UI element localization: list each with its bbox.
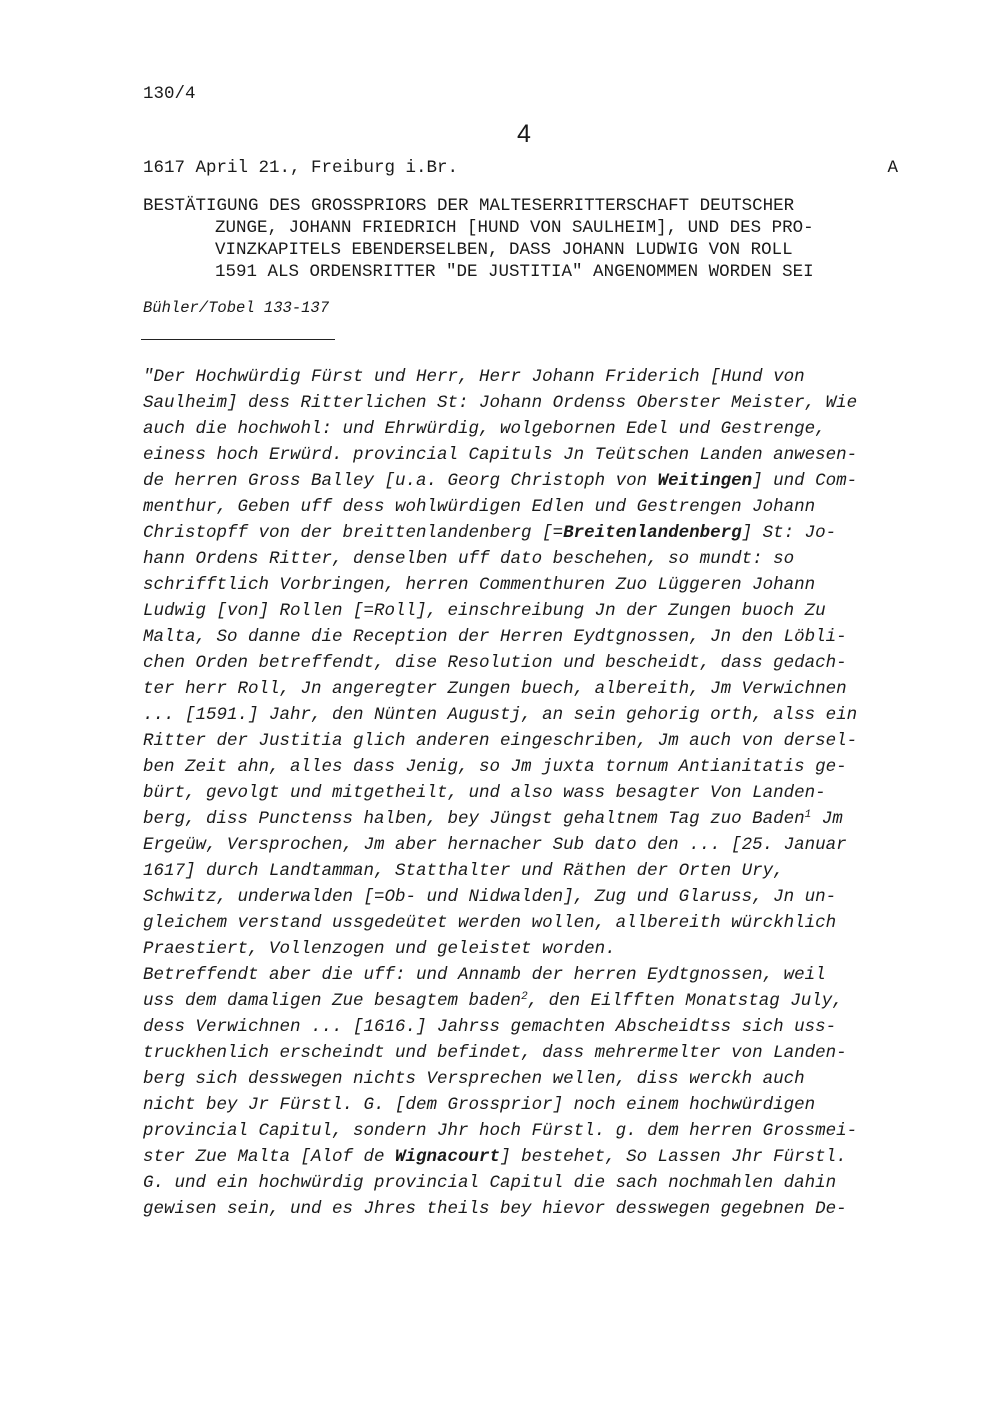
text-line: nicht bey Jr Fürstl. G. [dem Grossprior] noch einem hochwürdigen: [143, 1095, 816, 1115]
text-line: berg sich desswegen nichts Versprechen wellen, diss werckh auch: [143, 1069, 805, 1089]
text-line: auch die hochwohl: und Ehrwürdig, wolgebornen Edel und Gestrenge,: [143, 419, 826, 439]
text-line: schrifftlich Vorbringen, herren Commenthuren Zuo Lüggeren Johann: [143, 575, 816, 595]
text-line: ... [1591.] Jahr, den Nünten Augustj, an sein gehorig orth, alss ein: [143, 705, 858, 725]
text-line: menthur, Geben uff dess wohlwürdigen Edlen und Gestrengen Johann: [143, 497, 816, 517]
text-segment: Jm: [811, 809, 843, 829]
text-line: hann Ordens Ritter, denselben uff dato beschehen, so mundt: so: [143, 549, 795, 569]
text-line: Ritter der Justitia glich anderen eingeschriben, Jm auch von dersel-: [143, 731, 858, 751]
text-line: Betreffendt aber die uff: und Annamb der herren Eydtgnossen, weil: [143, 965, 826, 985]
text-segment: ] bestehet, So Lassen Jhr Fürstl.: [500, 1147, 847, 1167]
text-line: chen Orden betreffendt, dise Resolution und bescheidt, dass gedach-: [143, 653, 847, 673]
text-line: Malta, So danne die Reception der Herren Eydtgnossen, Jn den Löbli-: [143, 627, 847, 647]
text-line: Ludwig [von] Rollen [=Roll], einschreibung Jn der Zungen buoch Zu: [143, 601, 826, 621]
footnote-marker: 2: [521, 991, 528, 1003]
text-line: ben Zeit ahn, alles dass Jenig, so Jm juxta tornum Antianitatis ge-: [143, 757, 847, 777]
text-line: [143, 1144, 943, 1170]
title-line: VINZKAPITELS EBENDERSELBEN, DASS JOHANN LUDWIG VON ROLL: [215, 240, 793, 260]
text-line: provincial Capitul, sondern Jhr hoch Fürstl. g. dem herren Grossmei-: [143, 1121, 858, 1141]
text-line: [143, 806, 943, 832]
date-place: 1617 April 21., Freiburg i.Br.: [143, 158, 459, 178]
classification-letter: A: [887, 158, 898, 178]
source-reference: Bühler/Tobel 133-137: [143, 299, 330, 317]
text-line: Praestiert, Vollenzogen und geleistet worden.: [143, 939, 616, 959]
text-segment: berg, diss Punctenss halben, bey Jüngst gehaltnem Tag zuo Baden: [143, 809, 805, 829]
text-line: Schwitz, underwalden [=Ob- und Nidwalden], Zug und Glaruss, Jn un-: [143, 887, 837, 907]
text-segment: ] und Com-: [752, 471, 858, 491]
text-segment: ster Zue Malta [Alof de: [143, 1147, 396, 1167]
text-segment: ] St: Jo-: [741, 523, 837, 543]
text-segment: Christopff von der breittenlandenberg [=: [143, 523, 564, 543]
text-line: [143, 520, 943, 546]
text-line: Saulheim] dess Ritterlichen St: Johann Ordenss Oberster Meister, Wie: [143, 393, 858, 413]
bold-name: Breitenlandenberg: [563, 523, 742, 543]
text-segment: uss dem damaligen Zue besagtem baden: [143, 991, 522, 1011]
text-line: dess Verwichnen ... [1616.] Jahrss gemachten Abscheidtss sich uss-: [143, 1017, 837, 1037]
document-number: 4: [517, 120, 531, 148]
text-line: truckhenlich erscheindt und befindet, dass mehrermelter von Landen-: [143, 1043, 847, 1063]
title-line: BESTÄTIGUNG DES GROSSPRIORS DER MALTESERRITTERSCHAFT DEUTSCHER: [143, 196, 795, 216]
text-line: gewisen sein, und es Jhres theils bey hievor desswegen gegebnen De-: [143, 1199, 847, 1219]
text-line: Ergeüw, Versprochen, Jm aber hernacher Sub dato den ... [25. Januar: [143, 835, 847, 855]
text-line: ter herr Roll, Jn angeregter Zungen buech, albereith, Jm Verwichnen: [143, 679, 847, 699]
text-line: [143, 468, 943, 494]
document-title: [143, 195, 913, 283]
page-number: 130/4: [143, 84, 196, 104]
text-segment: de herren Gross Balley [u.a. Georg Christoph von: [143, 471, 658, 491]
title-line: 1591 ALS ORDENSRITTER "DE JUSTITIA" ANGENOMMEN WORDEN SEI: [215, 262, 814, 282]
text-line: einess hoch Erwürd. provincial Capituls Jn Teütschen Landen anwesen-: [143, 445, 858, 465]
separator-rule: [141, 339, 335, 340]
text-line: "Der Hochwürdig Fürst und Herr, Herr Johann Friderich [Hund von: [143, 367, 805, 387]
bold-name: Wignacourt: [395, 1147, 501, 1167]
text-line: G. und ein hochwürdig provincial Capitul die sach nochmahlen dahin: [143, 1173, 837, 1193]
text-line: [143, 988, 943, 1014]
text-line: 1617] durch Landtamman, Statthalter und Räthen der Orten Ury,: [143, 861, 784, 881]
text-line: bürt, gevolgt und mitgetheilt, und also wass besagter Von Landen-: [143, 783, 826, 803]
text-segment: , den Eilfften Monatstag July,: [527, 991, 843, 1011]
dateline: [143, 158, 898, 178]
footnote-marker: 1: [804, 809, 812, 821]
text-line: gleichem verstand ussgedeütet werden wollen, allbereith würckhlich: [143, 913, 837, 933]
transcription-body: [143, 364, 943, 1222]
title-line: ZUNGE, JOHANN FRIEDRICH [HUND VON SAULHEIM], UND DES PRO-: [215, 218, 814, 238]
bold-name: Weitingen: [657, 471, 753, 491]
